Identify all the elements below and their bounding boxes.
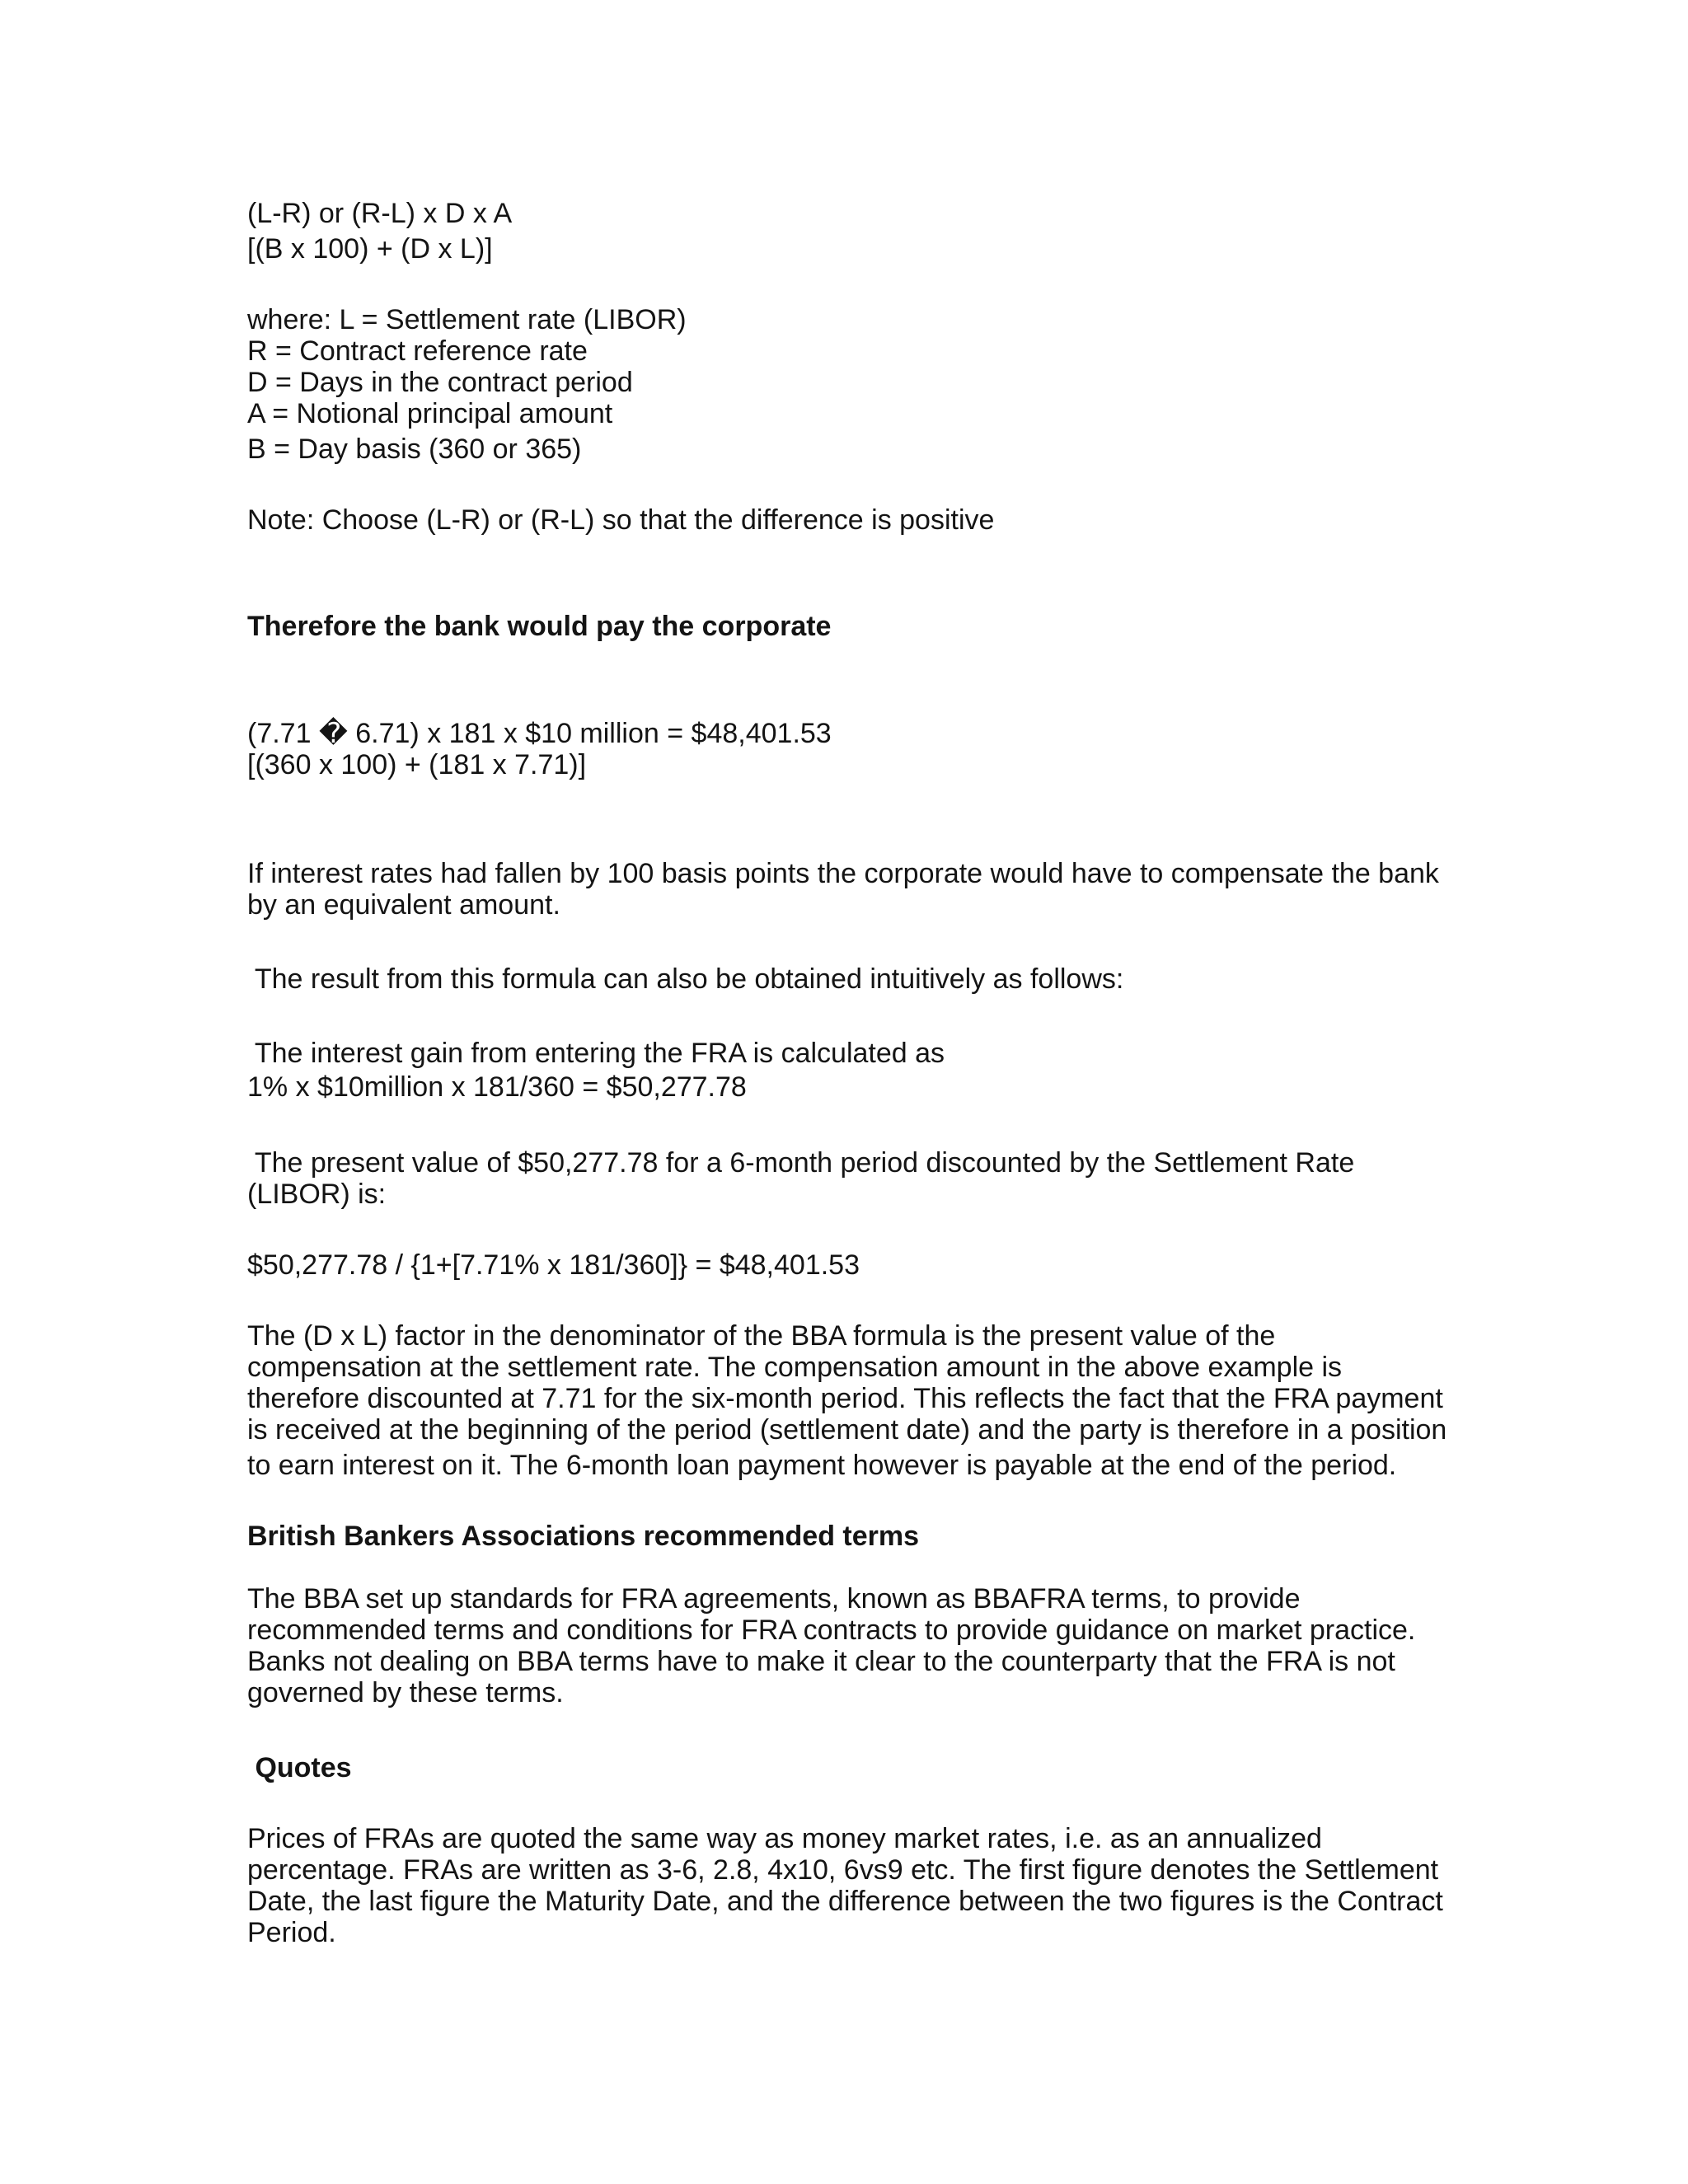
quotes-heading: Quotes (247, 1752, 352, 1783)
interest-gain-line: The interest gain from entering the FRA is calculated as (247, 1038, 945, 1069)
quotes-paragraph-line: Prices of FRAs are quoted the same way as money market rates, i.e. as an annualized (247, 1823, 1322, 1854)
definition-a: A = Notional principal amount (247, 398, 613, 429)
intuitive-intro: The result from this formula can also be obtained intuitively as follows: (247, 963, 1124, 995)
dxl-paragraph-line: therefore discounted at 7.71 for the six-month period. This reflects the fact that the FRA payment (247, 1383, 1443, 1414)
bba-paragraph-line: recommended terms and conditions for FRA contracts to provide guidance on market practice. (247, 1615, 1416, 1646)
bba-paragraph-line: Banks not dealing on BBA terms have to make it clear to the counterparty that the FRA is not (247, 1646, 1395, 1677)
formula-denominator: [(B x 100) + (D x L)] (247, 233, 493, 265)
note-text: Note: Choose (L-R) or (R-L) so that the difference is positive (247, 504, 995, 536)
dxl-paragraph-line: The (D x L) factor in the denominator of the BBA formula is the present value of the (247, 1320, 1276, 1352)
fallen-paragraph-line: by an equivalent amount. (247, 889, 560, 921)
dxl-paragraph-line: is received at the beginning of the period (settlement date) and the party is therefore in a position (247, 1414, 1447, 1446)
dxl-paragraph-line: to earn interest on it. The 6-month loan payment however is payable at the end of the period. (247, 1450, 1397, 1481)
present-value-line: The present value of $50,277.78 for a 6-month period discounted by the Settlement Rate (247, 1147, 1355, 1179)
quotes-paragraph-line: Date, the last figure the Maturity Date, and the difference between the two figures is the Contract (247, 1886, 1443, 1917)
example-numerator: (7.71 � 6.71) x 181 x $10 million = $48,401.53 (247, 718, 832, 749)
definition-b: B = Day basis (360 or 365) (247, 434, 582, 465)
therefore-heading: Therefore the bank would pay the corporate (247, 611, 832, 642)
formula-numerator: (L-R) or (R-L) x D x A (247, 198, 513, 229)
quotes-paragraph-line: percentage. FRAs are written as 3-6, 2.8, 4x10, 6vs9 etc. The first figure denotes the Settlement (247, 1854, 1439, 1886)
present-value-line: (LIBOR) is: (247, 1179, 387, 1210)
bba-paragraph-line: governed by these terms. (247, 1677, 564, 1708)
definition-l: where: L = Settlement rate (LIBOR) (247, 304, 687, 335)
example-denominator: [(360 x 100) + (181 x 7.71)] (247, 749, 587, 780)
quotes-paragraph-line: Period. (247, 1917, 336, 1948)
bba-paragraph-line: The BBA set up standards for FRA agreements, known as BBAFRA terms, to provide (247, 1583, 1301, 1615)
definition-d: D = Days in the contract period (247, 367, 633, 398)
interest-gain-line: 1% x $10million x 181/360 = $50,277.78 (247, 1071, 747, 1103)
fallen-paragraph-line: If interest rates had fallen by 100 basis points the corporate would have to compensate the bank (247, 858, 1439, 889)
pv-calculation: $50,277.78 / {1+[7.71% x 181/360]} = $48,401.53 (247, 1249, 860, 1281)
definition-r: R = Contract reference rate (247, 335, 588, 367)
dxl-paragraph-line: compensation at the settlement rate. The compensation amount in the above example is (247, 1352, 1343, 1383)
bba-heading: British Bankers Associations recommended terms (247, 1521, 920, 1552)
